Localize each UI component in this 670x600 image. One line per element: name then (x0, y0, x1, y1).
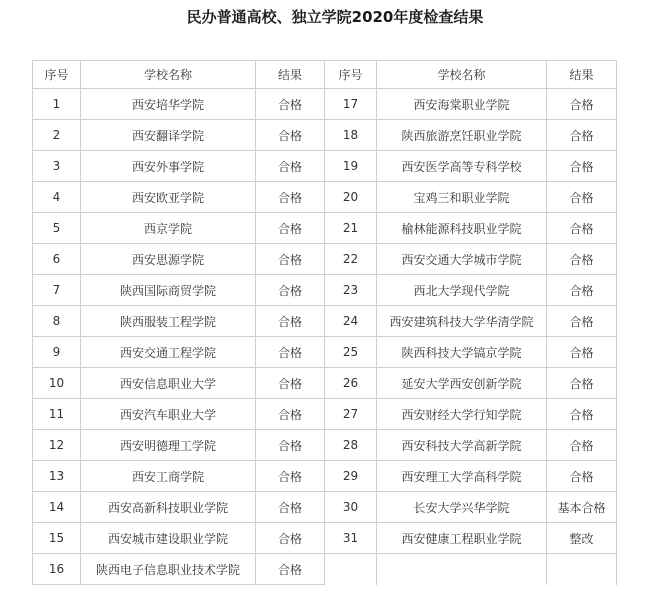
table-row (33, 306, 617, 337)
right-seq-cell: 23 (325, 275, 377, 306)
left-result-cell: 合格 (256, 244, 325, 275)
left-school-cell: 西安城市建设职业学院 (81, 523, 256, 554)
right-result-cell: 整改 (547, 523, 617, 554)
left-seq-cell: 7 (33, 275, 81, 306)
right-school-cell: 长安大学兴华学院 (377, 492, 547, 523)
right-result-cell: 合格 (547, 399, 617, 430)
right-school-cell: 西北大学现代学院 (377, 275, 547, 306)
right-seq-cell: 17 (325, 89, 377, 120)
table-row (33, 554, 617, 585)
table-row (33, 244, 617, 275)
table-row (33, 182, 617, 213)
table-row (33, 430, 617, 461)
left-result-cell: 合格 (256, 554, 325, 585)
right-seq-cell: 29 (325, 461, 377, 492)
table-row (33, 120, 617, 151)
left-seq-cell: 12 (33, 430, 81, 461)
right-seq-cell: 30 (325, 492, 377, 523)
right-school-cell: 西安海棠职业学院 (377, 89, 547, 120)
left-seq-cell: 6 (33, 244, 81, 275)
table-row (33, 368, 617, 399)
table-row (33, 461, 617, 492)
left-result-cell: 合格 (256, 492, 325, 523)
right-seq-cell: 19 (325, 151, 377, 182)
left-seq-cell: 13 (33, 461, 81, 492)
left-school-cell: 西安信息职业大学 (81, 368, 256, 399)
left-school-cell: 陕西服装工程学院 (81, 306, 256, 337)
right-result-cell: 合格 (547, 275, 617, 306)
left-school-cell: 西安高新科技职业学院 (81, 492, 256, 523)
left-seq-cell: 16 (33, 554, 81, 585)
table-row (33, 89, 617, 120)
right-result-cell: 合格 (547, 244, 617, 275)
right-seq-cell: 26 (325, 368, 377, 399)
header-result: 结果 (256, 61, 325, 89)
left-seq-cell: 9 (33, 337, 81, 368)
right-school-cell: 西安理工大学高科学院 (377, 461, 547, 492)
left-seq-cell: 4 (33, 182, 81, 213)
right-result-cell: 合格 (547, 430, 617, 461)
table-row (33, 523, 617, 554)
table-row (33, 275, 617, 306)
header-seq: 序号 (325, 61, 377, 89)
right-seq-cell: 20 (325, 182, 377, 213)
left-school-cell: 西安工商学院 (81, 461, 256, 492)
left-result-cell: 合格 (256, 213, 325, 244)
header-result: 结果 (547, 61, 617, 89)
right-seq-cell: 27 (325, 399, 377, 430)
table-row (33, 337, 617, 368)
right-school-cell: 西安财经大学行知学院 (377, 399, 547, 430)
left-result-cell: 合格 (256, 523, 325, 554)
left-seq-cell: 14 (33, 492, 81, 523)
table-row (33, 213, 617, 244)
left-school-cell: 西安思源学院 (81, 244, 256, 275)
right-result-cell: 合格 (547, 461, 617, 492)
left-result-cell: 合格 (256, 275, 325, 306)
right-school-cell: 陕西旅游烹饪职业学院 (377, 120, 547, 151)
right-seq-cell: 25 (325, 337, 377, 368)
right-school-cell: 陕西科技大学镐京学院 (377, 337, 547, 368)
right-school-cell: 西安建筑科技大学华清学院 (377, 306, 547, 337)
right-school-cell: 西安交通大学城市学院 (377, 244, 547, 275)
left-school-cell: 西安翻译学院 (81, 120, 256, 151)
left-seq-cell: 1 (33, 89, 81, 120)
header-school: 学校名称 (377, 61, 547, 89)
left-school-cell: 西安欧亚学院 (81, 182, 256, 213)
left-result-cell: 合格 (256, 89, 325, 120)
right-result-cell: 合格 (547, 182, 617, 213)
table-row (33, 151, 617, 182)
left-result-cell: 合格 (256, 399, 325, 430)
left-result-cell: 合格 (256, 306, 325, 337)
right-result-cell: 合格 (547, 337, 617, 368)
right-seq-cell: 22 (325, 244, 377, 275)
right-result-cell: 合格 (547, 120, 617, 151)
left-seq-cell: 3 (33, 151, 81, 182)
right-school-cell: 榆林能源科技职业学院 (377, 213, 547, 244)
table-row (33, 492, 617, 523)
left-school-cell: 西京学院 (81, 213, 256, 244)
left-school-cell: 西安外事学院 (81, 151, 256, 182)
left-seq-cell: 2 (33, 120, 81, 151)
right-result-cell: 合格 (547, 151, 617, 182)
right-result-cell: 合格 (547, 213, 617, 244)
left-seq-cell: 11 (33, 399, 81, 430)
right-result-cell: 基本合格 (547, 492, 617, 523)
left-result-cell: 合格 (256, 337, 325, 368)
right-school-cell: 西安医学高等专科学校 (377, 151, 547, 182)
right-seq-cell: 24 (325, 306, 377, 337)
left-result-cell: 合格 (256, 182, 325, 213)
left-result-cell: 合格 (256, 151, 325, 182)
left-school-cell: 陕西电子信息职业技术学院 (81, 554, 256, 585)
results-table (32, 60, 617, 585)
right-result-cell: 合格 (547, 368, 617, 399)
right-school-cell (377, 554, 547, 585)
table-header-row (33, 61, 617, 89)
right-seq-cell: 31 (325, 523, 377, 554)
left-result-cell: 合格 (256, 461, 325, 492)
right-result-cell: 合格 (547, 306, 617, 337)
left-seq-cell: 5 (33, 213, 81, 244)
left-seq-cell: 8 (33, 306, 81, 337)
page-title: 民办普通高校、独立学院2020年度检查结果 (186, 8, 484, 26)
left-seq-cell: 10 (33, 368, 81, 399)
table-row (33, 399, 617, 430)
left-school-cell: 陕西国际商贸学院 (81, 275, 256, 306)
right-result-cell: 合格 (547, 89, 617, 120)
right-school-cell: 延安大学西安创新学院 (377, 368, 547, 399)
table-body (33, 89, 617, 585)
left-result-cell: 合格 (256, 120, 325, 151)
right-seq-cell: 21 (325, 213, 377, 244)
left-school-cell: 西安明德理工学院 (81, 430, 256, 461)
left-seq-cell: 15 (33, 523, 81, 554)
left-result-cell: 合格 (256, 430, 325, 461)
left-school-cell: 西安培华学院 (81, 89, 256, 120)
right-seq-cell (325, 554, 377, 585)
left-result-cell: 合格 (256, 368, 325, 399)
right-result-cell (547, 554, 617, 585)
right-school-cell: 宝鸡三和职业学院 (377, 182, 547, 213)
header-school: 学校名称 (81, 61, 256, 89)
right-seq-cell: 18 (325, 120, 377, 151)
right-seq-cell: 28 (325, 430, 377, 461)
header-seq: 序号 (33, 61, 81, 89)
right-school-cell: 西安科技大学高新学院 (377, 430, 547, 461)
left-school-cell: 西安交通工程学院 (81, 337, 256, 368)
left-school-cell: 西安汽车职业大学 (81, 399, 256, 430)
right-school-cell: 西安健康工程职业学院 (377, 523, 547, 554)
